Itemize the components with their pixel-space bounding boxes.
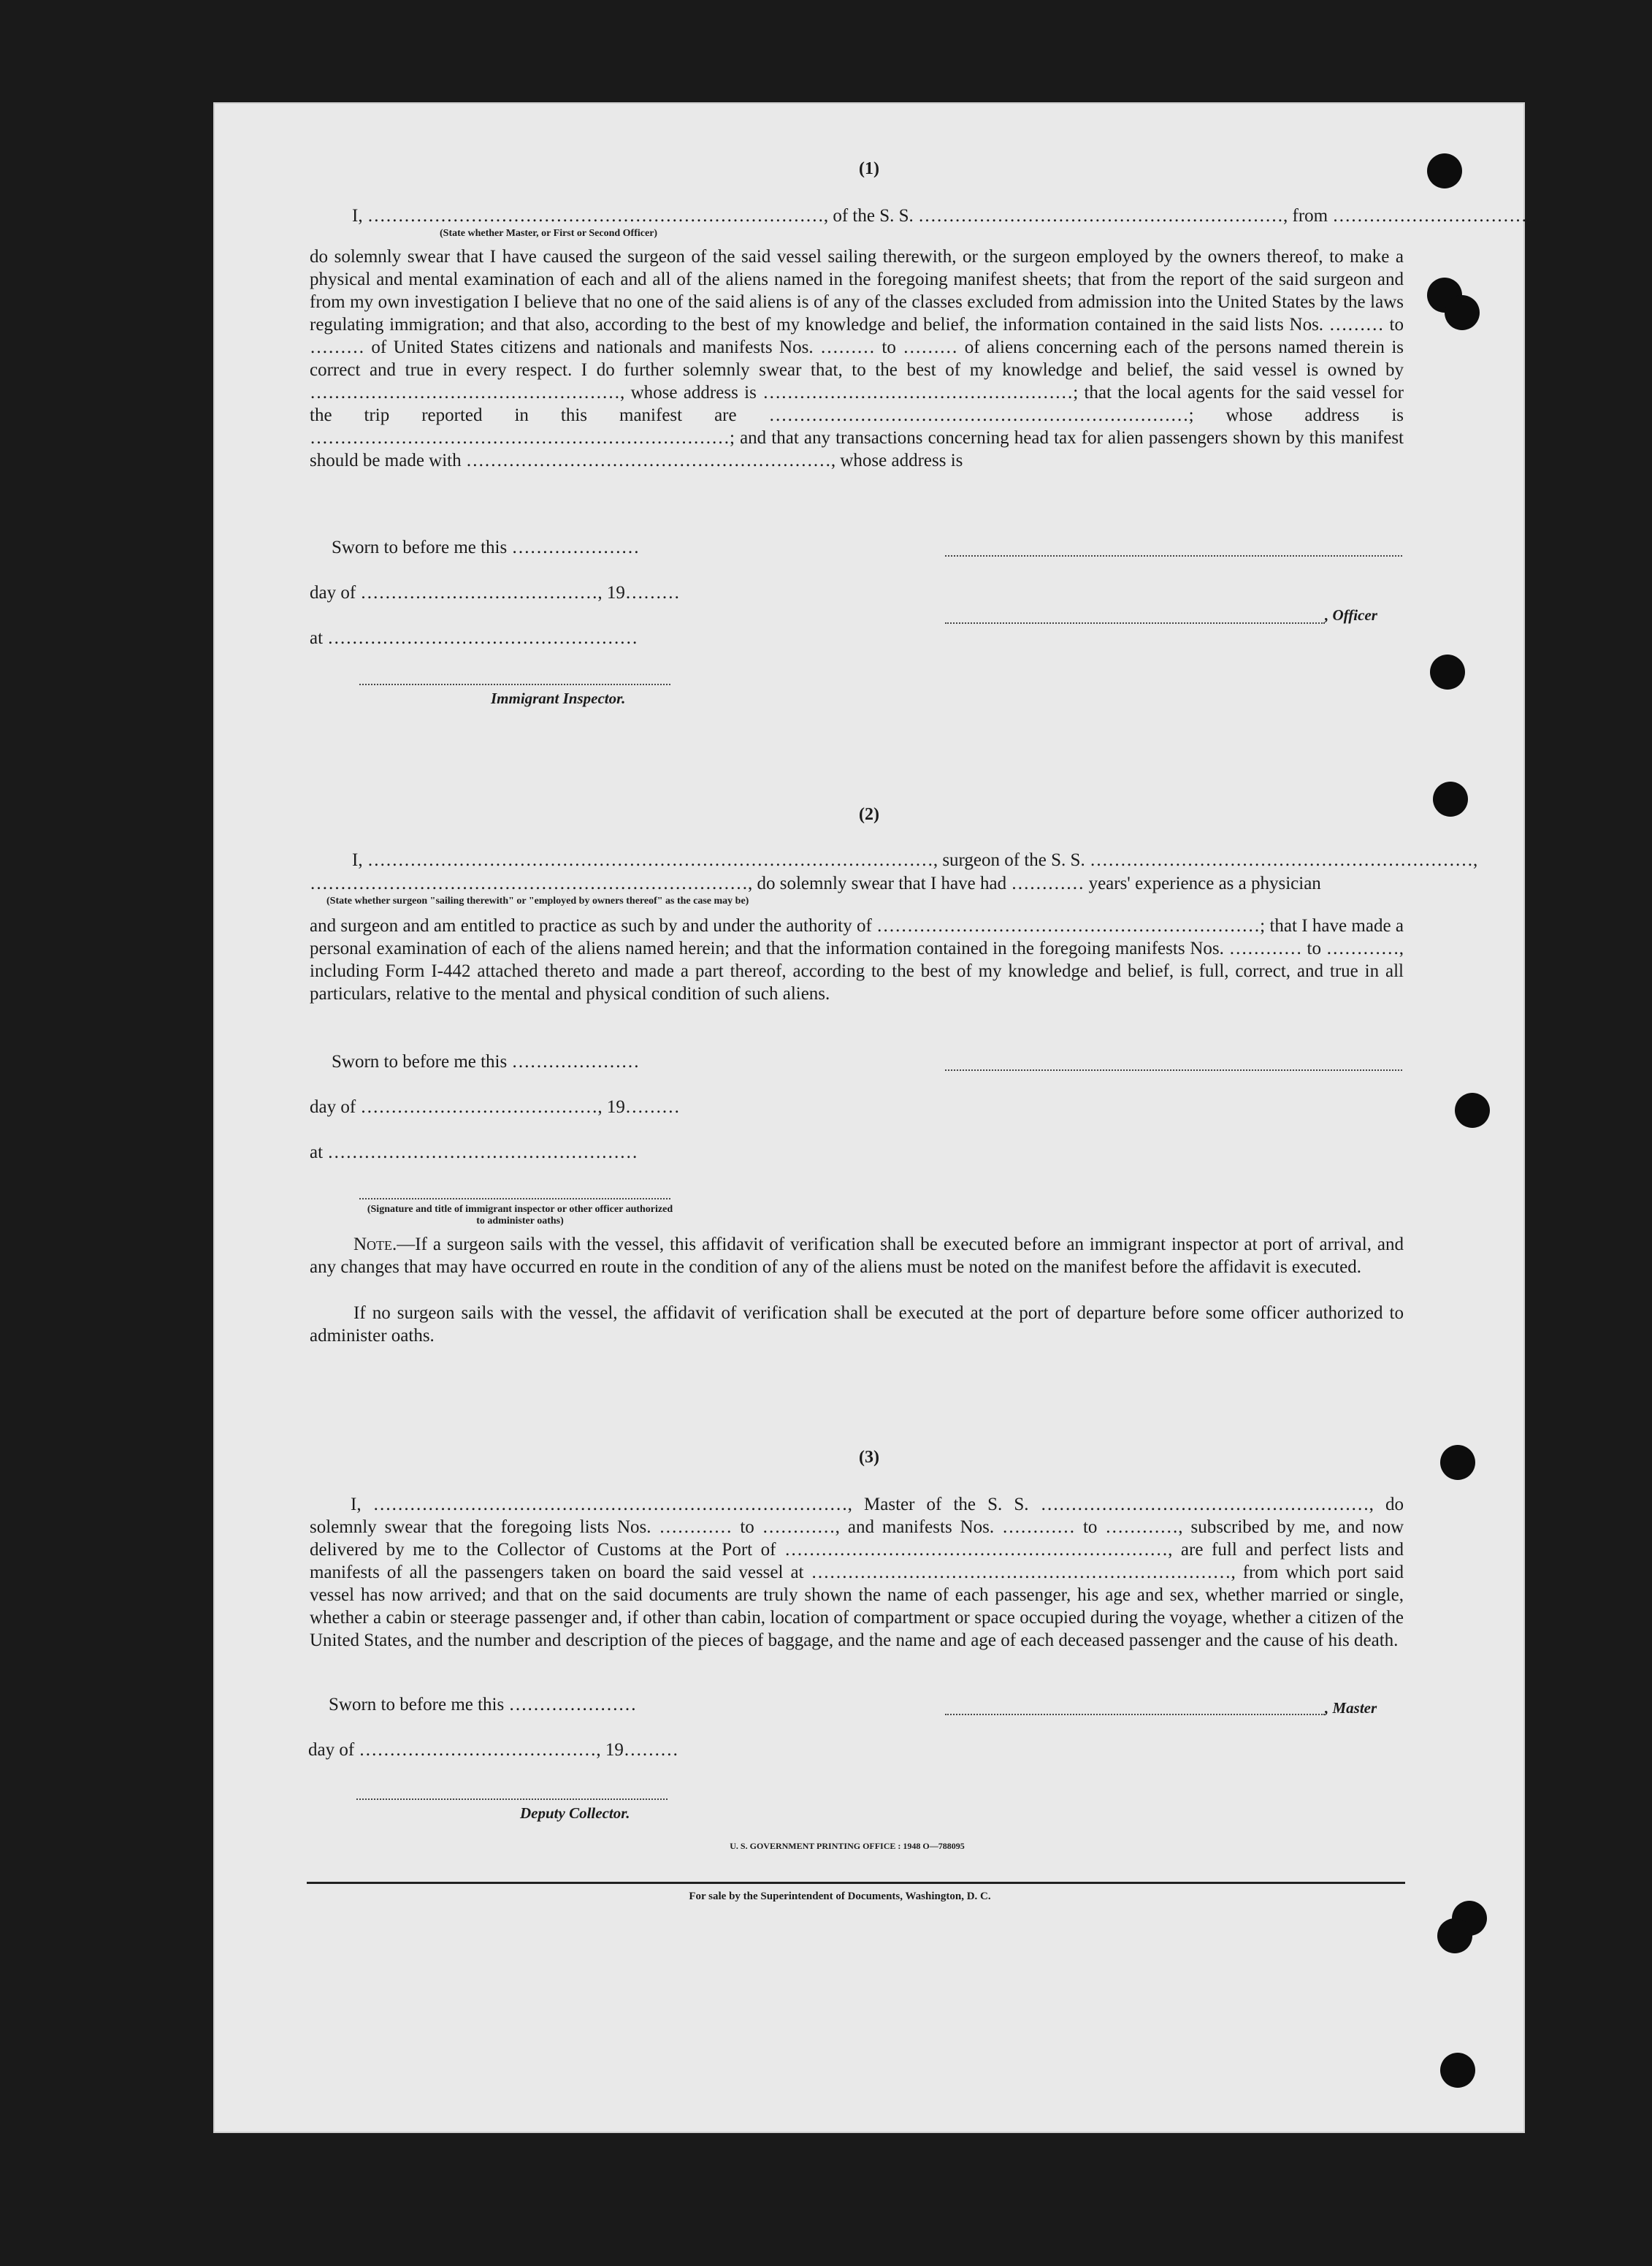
punch-hole [1440,1445,1475,1480]
section-2-opening-line: I, …………………………………………………………………………………, surgeon of the S. S. ………………………………………………………, [352,850,1478,870]
section-3-collector-label: Deputy Collector. [520,1804,630,1822]
punch-hole [1455,1093,1490,1128]
form-page [213,102,1552,2133]
section-1-day-line: day of …………………………………, 19……… [310,583,680,603]
punch-hole [1433,782,1468,817]
punch-hole [1445,295,1480,330]
section-2-oath-text: and surgeon and am entitled to practice as such by and under the authority of ………………………………………………………; that I have made a personal examination of each of the aliens named herein; and that the information contained in the foregoing manifests Nos. ………… to …………, including Form I-442 attached thereto and made a part thereof, according to the best of my knowledge and belief, is full, correct, and true in all particulars, relative to the mental and physical condition of such aliens. [310,916,1404,1004]
section-1-inspector-signature-line [359,684,670,685]
section-1-sworn-line: Sworn to before me this ………………… [332,538,640,557]
section-2-at-line: at …………………………………………… [310,1142,638,1162]
section-2-second-line: ………………………………………………………………, do solemnly swear that I have had ………… years' experience as a physician [310,874,1321,893]
note-label: Note. [353,1235,397,1254]
note-text-1: —If a surgeon sails with the vessel, this affidavit of verification shall be executed before an immigrant inspector at port of arrival, and any changes that may have occurred en route in the condition of any of the aliens must be noted on the manifest before the affidavit is executed. [310,1235,1404,1277]
section-3-number: (3) [859,1448,879,1467]
section-3-oath-text: I, ……………………………………………………………………, Master of the S. S. ………………………………………………, do solemnly swear that the foregoing lists Nos. ………… to …………, and manifests Nos. ………… to …………, subscribed by me, and now delivered by me to the Collector of Customs at the Port of ………………………………………………………, are full and perfect lists and manifests of all the passengers taken on board the said vessel at ……………………………………………………………, from which port said vessel has now arrived; and that on the said documents are truly shown the name of each passenger, his age and sex, whether married or single, whether a cabin or steerage passenger and, if other than cabin, location of compartment or space occupied during the voyage, whether a citizen of the United States, and the number and description of the pieces of baggage, and the name and age of each deceased passenger and the cause of his death. [310,1495,1404,1650]
section-3-master-signature-line [945,1714,1325,1715]
section-1-inspector-label: Immigrant Inspector. [491,690,626,707]
section-3-collector-signature-line [356,1798,668,1800]
section-2-signature-caption: (Signature and title of immigrant inspector or other officer authorized to administer oaths) [367,1204,673,1227]
section-1-officer-signature-line [945,555,1402,557]
punch-hole [1437,1918,1472,1953]
printing-office-line: U. S. GOVERNMENT PRINTING OFFICE : 1948 O—788095 [730,1841,965,1851]
section-3-master-label: , Master [1325,1699,1377,1717]
footer-text: For sale by the Superintendent of Documents, Washington, D. C. [689,1891,991,1902]
punch-hole [1427,153,1462,188]
section-1-opening-line: I, …………………………………………………………………, of the S. S. ……………………………………………………, from ……………………………… [352,206,1552,226]
punch-hole [1430,655,1465,690]
section-2-surgeon-signature-line [945,1069,1402,1071]
footer-rule [307,1882,1405,1884]
section-1-at-line: at …………………………………………… [310,628,638,648]
section-2-day-line: day of …………………………………, 19……… [310,1097,680,1117]
section-1-number: (1) [859,159,879,178]
section-1-rank-caption: (State whether Master, or First or Second Officer) [440,228,658,239]
section-2-sworn-line: Sworn to before me this ………………… [332,1052,640,1072]
punch-hole [1440,2053,1475,2088]
section-2-number: (2) [859,805,879,824]
section-2-official-signature-line [359,1198,670,1199]
section-2-note-2: If no surgeon sails with the vessel, the affidavit of verification shall be executed at the port of departure before some officer authorized to administer oaths. [310,1303,1404,1346]
section-3-sworn-line: Sworn to before me this ………………… [329,1695,637,1714]
section-3-day-line: day of …………………………………, 19……… [308,1740,678,1760]
section-1-oath-text: do solemnly swear that I have caused the surgeon of the said vessel sailing therewith, or the surgeon employed by the owners thereof, to make a physical and mental examination of each and all of the aliens named in the foregoing manifest sheets; that from the report of the said surgeon and from my own investigation I believe that no one of the said aliens is of any of the classes excluded from admission into the United States by the laws regulating immigration; and that also, according to the best of my knowledge and belief, the information contained in the said lists Nos. ……… to ……… of United States citizens and nationals and manifests Nos. ……… to ……… of aliens concerning each of the persons named therein is correct and true in every respect. I do further solemnly swear that, to the best of my knowledge and belief, the said vessel is owned by ……………………………………………, whose address is ……………………………………………; that the local agents for the said vessel for the trip reported in this manifest are ……………………………………………………………; whose address is ……………………………………………………………; and that any transactions concerning head tax for alien passengers shown by this manifest should be made with ……………………………………………………, whose address is [310,247,1404,470]
section-2-note [310,1233,1404,1278]
section-2-surgeon-caption: (State whether surgeon "sailing therewith" or "employed by owners thereof" as the case may be) [326,896,749,907]
section-1-officer-name-line [945,622,1325,624]
section-1-officer-label: , Officer [1325,606,1377,624]
